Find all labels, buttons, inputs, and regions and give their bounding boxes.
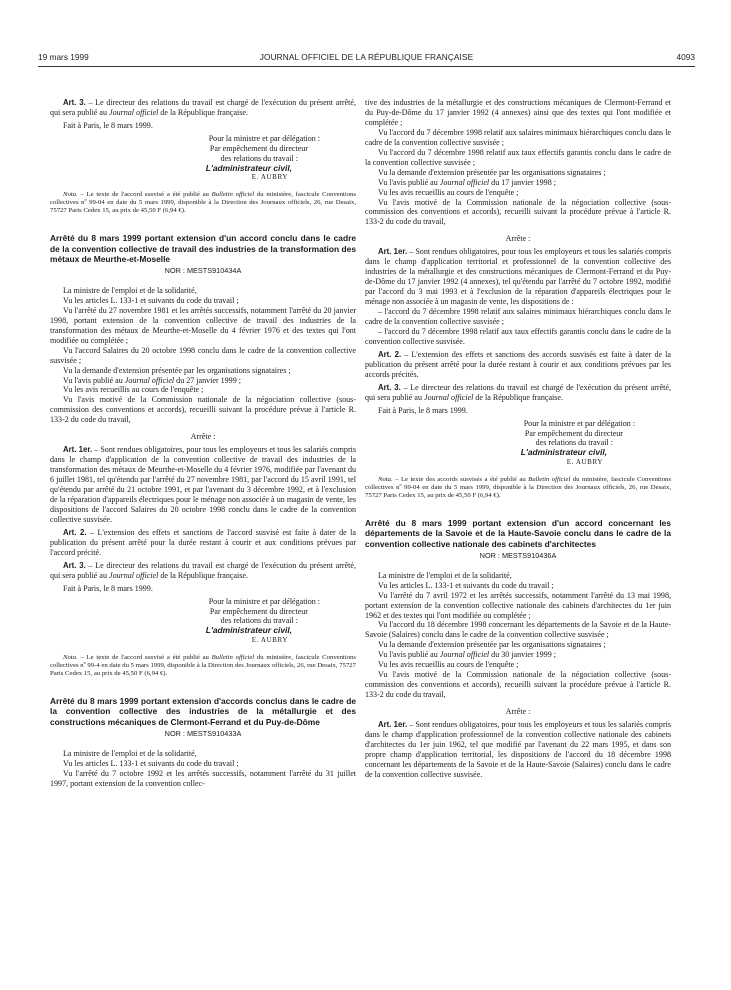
arrete-heading: Arrête : [505,234,531,244]
paragraph: La ministre de l'emploi et de la solidarité, [63,285,197,295]
paragraph: Vu l'avis publié au Journal officiel du 30 janvier 1999 ; [378,650,556,660]
signing-date: Fait à Paris, le 8 mars 1999. [63,583,153,593]
nota-label: Nota. [63,191,78,199]
decree-title-architectes: Arrêté du 8 mars 1999 portant extension d'un accord concernant les départements de la Savoie et de la Haute-Savoie conclu dans le cadre de la convention collective nationale des cabinets d'architectes [365,518,671,549]
paragraph: Vu l'avis publié au Journal officiel du 27 janvier 1999 ; [63,375,241,385]
paragraph: Vu l'arrêté du 7 octobre 1992 et les arrêtés successifs, notamment l'arrêté du 31 juillet 1997, portant extension de la convention collec- [50,768,356,788]
paragraph: Vu les avis recueillis au cours de l'enquête ; [63,385,204,395]
paragraph: Vu l'accord Salaires du 20 octobre 1998 conclu dans le cadre de la convention collective susvisée ; [50,345,356,365]
nor-reference: NOR : MESTS910434A [164,266,242,275]
art3-text: – Le directeur des relations du travail est chargé de l'exécution du présent arrêté, qui sera publié au [50,98,356,117]
art3-paragraph [50,98,356,118]
nota-note: Nota. – Le texte de l'accord susvisé a été publié au Bulletin officiel du ministère, fascicule Conventions collectives nº 99-04 en date du 5 mars 1999, disponible à la Direction des Journaux officiels, 26, rue Desaix, 75727 Paris Cedex 15, au prix de 45,50 F (6,94 €). [50,191,356,215]
journal-officiel-ref: Journal officiel [109,107,159,117]
signature-block [50,134,356,184]
paragraph: Vu l'avis publié au Journal officiel du 17 janvier 1998 ; [378,177,556,187]
paragraph: Vu l'avis motivé de la Commission nationale de la négociation collective (sous-commission des conventions et accords), recueilli suivant la procédure prévue à l'article R. 133-2 du code du travail, [365,197,671,227]
paragraph: Vu la demande d'extension présentée par les organisations signataires ; [63,365,291,375]
bulletin-officiel-ref: Bulletin officiel [211,191,255,199]
signature-block: Pour la ministre et par délégation : Par empêchement du directeur des relations du travail : L'administrateur civil, E. AUBRY [520,418,635,467]
paragraph: Vu l'arrêté du 7 avril 1972 et les arrêtés successifs, notamment l'arrêté du 13 mai 1998, portant extension de la convention collective nationale des cabinets d'architectes du 1er juin 1962 et des textes qui l'ont modifiée ou complétée ; [365,590,671,620]
article-2: Art. 2. – L'extension des effets et sanctions de l'accord susvisé est faite à dater de la publication du présent arrêté pour la durée restant à courir et aux conditions prévues par l'accord précité. [50,527,356,557]
decree-title-clermont: Arrêté du 8 mars 1999 portant extension d'accords conclus dans le cadre de la convention collective des industries de la métallurgie et des constructions mécaniques de Clermont-Ferrand et du Puy-de-Dôme [50,696,356,727]
sig-line-2: Par empêchement du directeur [209,143,308,153]
arrete-heading: Arrête : [505,707,531,717]
paragraph: Vu la demande d'extension présentée par les organisations signataires ; [378,167,606,177]
page-header [38,52,695,66]
list-item: – l'accord du 7 décembre 1998 relatif aux salaires minimaux hiérarchiques conclu dans le cadre de la convention collective susvisée ; [365,307,671,327]
sig-line-3: des relations du travail : [220,153,298,163]
paragraph: Vu l'avis motivé de la Commission nationale de la négociation collective (sous-commission des conventions et accords), recueilli suivant la procédure prévue à l'article R. 133-2 du code du travail, [365,670,671,700]
header-journal-title: JOURNAL OFFICIEL DE LA RÉPUBLIQUE FRANÇAISE [259,52,474,62]
paragraph: Vu l'avis motivé de la Commission nationale de la négociation collective (sous-commission des conventions et accords), recueilli suivant la procédure prévue à l'article R. 133-2 du code du travail, [50,395,356,425]
article-2: Art. 2. – L'extension des effets et sanctions des accords susvisés est faite à dater de la publication du présent arrêté pour la durée restant à courir et aux conditions prévues par les accords précités. [365,349,671,379]
paragraph: La ministre de l'emploi et de la solidarité, [63,748,197,758]
art3-label: Art. 3. [63,98,86,107]
article-3: Art. 3. – Le directeur des relations du travail est chargé de l'exécution du présent arrêté, qui sera publié au Journal officiel de la République française. [50,560,356,580]
paragraph: Vu l'arrêté du 27 novembre 1981 et les arrêtés successifs, notamment l'arrêté du 20 janvier 1998, portant extension de la convention collective de travail des industries de la transformation des métaux de Meurthe-et-Moselle du 4 février 1976 et des textes qui l'ont modifiée ou complétée ; [50,305,356,345]
left-column [50,98,356,789]
nota-note: Nota. – Le texte de l'accord susvisé a été publié au Bulletin officiel du ministère, fascicule Conventions collectives nº 99-4 en date du 5 mars 1999, disponible à la Direction des Journaux officiels, 26, rue Desaix, 75727 Paris Cedex 15, au prix de 45,50 F (6,94 €). [50,654,356,678]
paragraph: Vu les articles L. 133-1 et suivants du code du travail ; [63,295,239,305]
article-1: Art. 1er. – Sont rendues obligatoires, pour tous les employeurs et tous les salariés compris dans le champ d'application professionnel de la convention collective nationale des cabinets d'architectes du 1er juin 1962, tel que modifié par l'avenant du 22 mars 1995, et dans son propre champ d'application territorial, les dispositions de l'accord du 18 décembre 1998 concernant les départements de la Savoie et de la Haute-Savoie (Salaires) conclu dans le cadre de la convention collective susvisée. [365,720,671,779]
paragraph: Vu les avis recueillis au cours de l'enquête ; [378,660,519,670]
signing-date: Fait à Paris, le 8 mars 1999. [63,120,153,130]
header-rule [38,66,695,67]
nota-note: Nota. – Le texte des accords susvisés a été publié au Bulletin officiel du ministère, fascicule Conventions collectives nº 99-04 en date du 5 mars 1999, disponible à la Direction des Journaux officiels, 26, rue Desaix, 75727 Paris Cedex 15, au prix de 45,50 F (6,94 €). [365,476,671,500]
decree-title-metaux: Arrêté du 8 mars 1999 portant extension d'un accord conclu dans le cadre de la convention collective de travail des industries de la transformation des métaux de Meurthe-et-Moselle [50,233,356,264]
right-column [365,98,671,780]
list-item: – l'accord du 7 décembre 1998 relatif aux taux effectifs garantis conclu dans le cadre de la convention collective susvisée. [365,326,671,346]
header-date: 19 mars 1999 [38,52,89,62]
nor-reference: NOR : MESTS910433A [164,728,242,738]
arrete-heading: Arrête : [190,432,216,442]
paragraph: Vu l'accord du 18 décembre 1998 concernant les départements de la Savoie et de la Haute-Savoie (Salaires) conclu dans le cadre de la convention collective susvisée ; [365,620,671,640]
sig-line-1: Pour la ministre et par délégation : [208,133,320,143]
article-3: Art. 3. – Le directeur des relations du travail est chargé de l'exécution du présent arrêté, qui sera publié au Journal officiel de la République française. [365,382,671,402]
paragraph: Vu l'accord du 7 décembre 1998 relatif aux salaires minimaux hiérarchiques conclu dans le cadre de la convention collective susvisée ; [365,127,672,147]
signature-block: Pour la ministre et par délégation : Par empêchement du directeur des relations du travail : L'administrateur civil, E. AUBRY [205,596,320,645]
sig-title: L'administrateur civil, [205,162,292,173]
article-1: Art. 1er. – Sont rendues obligatoires, pour tous les employeurs et tous les salariés compris dans le champ d'application de la convention collective de travail des industries de la transformation des métaux de Meurthe-et-Moselle du 4 février 1976, modifiée par l'avenant du 6 juillet 1981, tel qu'étendu par l'arrêté du 27 novembre 1981, par l'accord du 15 avril 1991, tel qu'étendu par arrêté du 21 octobre 1991, et par l'avenant du 3 décembre 1992, et à l'exclusion de la réparation d'appareils électriques pour le ménage non associée à un magasin de vente, les dispositions de l'accord Salaires du 20 octobre 1998 conclu dans le cadre de la convention collective susvisée. [50,445,356,524]
paragraph: Vu les avis recueillis au cours de l'enquête ; [378,187,519,197]
paragraph: La ministre de l'emploi et de la solidarité, [378,570,512,580]
paragraph: Vu l'accord du 7 décembre 1998 relatif aux taux effectifs garantis conclu dans le cadre de la convention collective susvisée ; [365,147,671,167]
art3-text-end: de la République française. [158,107,248,117]
sig-name: E. AUBRY [251,173,288,182]
signing-date: Fait à Paris, le 8 mars 1999. [378,405,468,415]
article-1: Art. 1er. – Sont rendues obligatoires, pour tous les employeurs et tous les salariés compris dans le champ d'application territorial et professionnel de la convention collective des industries de la métallurgie et des constructions mécaniques de Clermont-Ferrand et du Puy-de-Dôme du 17 janvier 1992 (4 annexes), tel qu'étendu par l'arrêté du 7 octobre 1992, modifié par l'accord du 3 mai 1993 et à l'exclusion de la réparation d'appareils électriques pour le ménage non associée à un magasin de vente, les dispositions de : [365,247,671,307]
paragraph: Vu la demande d'extension présentée par les organisations signataires ; [378,640,606,650]
paragraph: Vu les articles L. 133-1 et suivants du code du travail ; [378,580,554,590]
paragraph: tive des industries de la métallurgie et des constructions mécaniques de Clermont-Ferrand et du Puy-de-Dôme du 17 janvier 1992 (4 annexes) ainsi que des textes qui l'ont modifiée et complétée ; [365,98,671,127]
paragraph: Vu les articles L. 133-1 et suivants du code du travail ; [63,758,239,768]
header-page-number: 4093 [676,52,695,62]
nor-reference: NOR : MESTS910436A [479,550,557,560]
